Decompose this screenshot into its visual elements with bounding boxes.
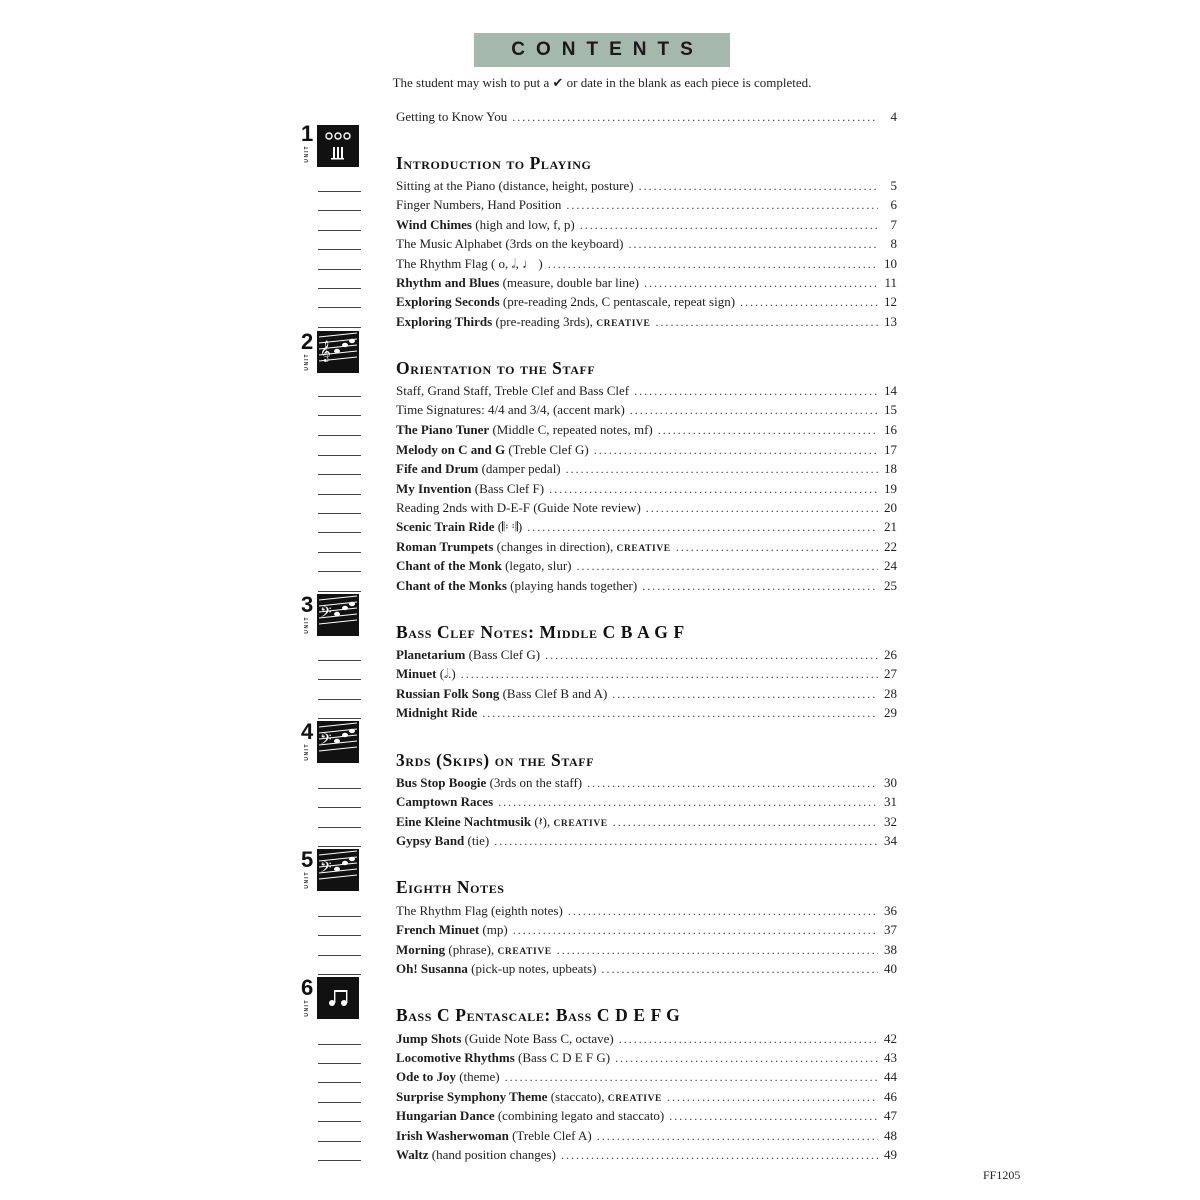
entry-title: [396, 704, 477, 722]
page-number: 32: [884, 814, 897, 829]
entry-text: (damper pedal): [478, 461, 561, 476]
toc-entry: [396, 813, 897, 831]
toc-entry: [396, 832, 897, 850]
entry-text: (phrase),: [445, 942, 498, 957]
page-number: 38: [884, 942, 897, 957]
entry-title: [396, 313, 650, 333]
entry-bold-title: Jump Shots: [396, 1031, 462, 1046]
completion-blank[interactable]: [318, 1044, 361, 1045]
page-number: 31: [884, 794, 897, 809]
footer-code: FF1205: [983, 1168, 1021, 1182]
entry-title: [396, 460, 561, 478]
page-number: 40: [884, 961, 897, 976]
entry-title: [396, 1107, 664, 1125]
completion-blank[interactable]: [318, 532, 361, 533]
toc-entry: [396, 557, 897, 575]
toc-entry: [396, 1049, 897, 1067]
instructions-text: The student may wish to put a ✔ or date in the blank as each piece is completed.: [392, 75, 812, 90]
entry-text: Staff, Grand Staff, Treble Clef and Bass Clef: [396, 383, 630, 398]
entry-bold-title: My Invention: [396, 481, 472, 496]
entry-title: [396, 685, 607, 703]
toc-entry: [396, 646, 897, 664]
leader-dots: [740, 293, 878, 311]
entry-title: [396, 382, 629, 400]
entry-title: [396, 499, 641, 517]
page-number: 4: [890, 109, 897, 124]
section-heading: Bass C Pentascale: Bass C D E F G: [396, 1005, 681, 1025]
unit-label: UNIT: [304, 616, 310, 634]
page-number: 24: [884, 558, 897, 573]
entry-bold-title: Scenic Train Ride: [396, 519, 495, 534]
completion-blank[interactable]: [318, 571, 361, 572]
entry-title: [396, 774, 582, 792]
section-heading: Introduction to Playing: [396, 153, 592, 173]
page-number: 26: [884, 647, 897, 662]
toc-entry: [396, 774, 897, 792]
unit-label: UNIT: [304, 999, 310, 1017]
completion-blank[interactable]: [318, 269, 361, 270]
entry-bold-title: Russian Folk Song: [396, 686, 500, 701]
page-number: 34: [884, 833, 897, 848]
completion-blank[interactable]: [318, 1102, 361, 1103]
entry-title: [396, 921, 508, 939]
entry-bold-title: Irish Washerwoman: [396, 1128, 509, 1143]
entry-title: [396, 255, 543, 273]
entry-bold-title: Exploring Thirds: [396, 314, 493, 329]
unit-number: 1: [301, 121, 314, 146]
completion-blank[interactable]: [318, 591, 361, 592]
leader-dots: [676, 538, 878, 556]
entry-bold-title: Waltz: [396, 1147, 429, 1162]
entry-bold-title: Wind Chimes: [396, 217, 472, 232]
page-number: 11: [884, 275, 897, 290]
leader-dots: [545, 646, 878, 664]
completion-blank[interactable]: [318, 935, 361, 936]
entry-title: [396, 813, 608, 833]
completion-blank[interactable]: [318, 955, 361, 956]
unit-1-music-icon: [317, 125, 359, 167]
leader-dots: [513, 921, 878, 939]
completion-blank[interactable]: [318, 788, 361, 789]
page-number: 5: [890, 178, 897, 193]
toc-entry: [396, 1146, 897, 1164]
entry-text: (legato, slur): [501, 558, 572, 573]
leader-dots: [667, 1088, 878, 1106]
entry-title: [396, 480, 544, 498]
entry-text: Finger Numbers, Hand Position: [396, 197, 562, 212]
entry-title: [396, 401, 625, 419]
toc-entry: [396, 1088, 897, 1106]
page-number: 17: [884, 442, 897, 457]
unit-number: 3: [301, 592, 314, 617]
entry-text: (Bass Clef B and A): [499, 686, 608, 701]
entry-title: [396, 1127, 592, 1145]
page-number: 44: [884, 1069, 897, 1084]
toc-entry: [396, 665, 897, 683]
leader-dots: [566, 196, 878, 214]
leader-dots: [568, 902, 878, 920]
page-number: 13: [884, 314, 897, 329]
page-number: 30: [884, 775, 897, 790]
entry-bold-title: Rhythm and Blues: [396, 275, 500, 290]
entry-text: (combining legato and staccato): [494, 1108, 665, 1123]
entry-title: [396, 960, 596, 978]
page-number: 20: [884, 500, 897, 515]
entry-text: (𝅗𝅥.): [436, 666, 456, 681]
entry-bold-title: Minuet: [396, 666, 437, 681]
section-heading: 3rds (Skips) on the Staff: [396, 750, 595, 770]
completion-blank[interactable]: [318, 679, 361, 680]
toc-entry: [396, 499, 897, 517]
page-number: 7: [890, 217, 897, 232]
svg-text:𝄞: 𝄞: [320, 341, 331, 362]
entry-title: [396, 902, 563, 920]
entry-bold-title: Planetarium: [396, 647, 466, 662]
page-number: 27: [884, 666, 897, 681]
unit-4-music-icon: [317, 721, 359, 763]
entry-title: [396, 941, 552, 961]
leader-dots: [612, 685, 878, 703]
toc-entry: [396, 902, 897, 920]
entry-text: (𝄽),: [531, 814, 554, 829]
entry-text: The Rhythm Flag (eighth notes): [396, 903, 563, 918]
leader-dots: [566, 460, 878, 478]
completion-blank[interactable]: [318, 513, 361, 514]
leader-dots: [597, 1127, 878, 1145]
unit-number: 2: [301, 329, 314, 354]
leader-dots: [494, 832, 878, 850]
toc-entry: [396, 313, 897, 331]
leader-dots: [580, 216, 878, 234]
entry-bold-title: Fife and Drum: [396, 461, 479, 476]
entry-title: [396, 235, 623, 253]
toc-entry: [396, 382, 897, 400]
completion-blank[interactable]: [318, 1063, 361, 1064]
entry-title: [396, 216, 575, 234]
svg-text:𝄢: 𝄢: [320, 859, 332, 880]
unit-number: 4: [301, 719, 314, 744]
leader-dots: [601, 960, 878, 978]
toc-entry: [396, 1068, 897, 1086]
completion-blank[interactable]: [318, 827, 361, 828]
page-number: 16: [884, 422, 897, 437]
creative-tag: CREATIVE: [553, 819, 608, 829]
completion-blank[interactable]: [318, 1121, 361, 1122]
completion-blank[interactable]: [318, 210, 361, 211]
entry-title: [396, 293, 735, 311]
entry-text: (theme): [455, 1069, 500, 1084]
entry-text: (Bass Clef G): [465, 647, 541, 662]
toc-entry: [396, 216, 897, 234]
completion-blank[interactable]: [318, 846, 361, 847]
completion-blank[interactable]: [318, 396, 361, 397]
unit-6-music-icon: [317, 977, 359, 1019]
unit-number: 6: [301, 975, 314, 1000]
entry-text: (Bass C D E F G): [514, 1050, 611, 1065]
toc-entry: [396, 177, 897, 195]
entry-text: (pre-reading 2nds, C pentascale, repeat sign): [499, 294, 736, 309]
toc-entry: [396, 685, 897, 703]
entry-text: (pre-reading 3rds),: [492, 314, 597, 329]
completion-blank[interactable]: [318, 288, 361, 289]
entry-text: (high and low, f, p): [471, 217, 575, 232]
entry-bold-title: Midnight Ride: [396, 705, 478, 720]
leader-dots: [619, 1030, 878, 1048]
entry-text: (measure, double bar line): [499, 275, 640, 290]
entry-bold-title: Hungarian Dance: [396, 1108, 495, 1123]
entry-title: [396, 832, 489, 850]
entry-text: (tie): [464, 833, 490, 848]
toc-entry: [396, 577, 897, 595]
contents-title-box: [474, 33, 730, 67]
leader-dots: [613, 813, 878, 831]
entry-text: (mp): [479, 922, 508, 937]
entry-title: [396, 793, 493, 811]
page-number: 15: [884, 402, 897, 417]
entry-bold-title: The Piano Tuner: [396, 422, 490, 437]
entry-text: Time Signatures: 4/4 and 3/4, (accent mark): [396, 402, 625, 417]
toc-entry-intro: [396, 108, 897, 126]
entry-text: (Treble Clef A): [508, 1128, 592, 1143]
toc-entry: [396, 441, 897, 459]
completion-blank[interactable]: [318, 552, 361, 553]
toc-entry: [396, 460, 897, 478]
page-number: 28: [884, 686, 897, 701]
page-number: 19: [884, 481, 897, 496]
completion-blank[interactable]: [318, 974, 361, 975]
leader-dots: [642, 577, 878, 595]
entry-title: [396, 518, 522, 536]
entry-title: [396, 1088, 662, 1108]
page-number: 18: [884, 461, 897, 476]
completion-blank[interactable]: [318, 1082, 361, 1083]
toc-entry: [396, 1107, 897, 1125]
toc-entry: [396, 704, 897, 722]
leader-dots: [549, 480, 878, 498]
page-number: 36: [884, 903, 897, 918]
toc-entry: [396, 941, 897, 959]
leader-dots: [634, 382, 878, 400]
unit-label: UNIT: [304, 353, 310, 371]
entry-text: (hand position changes): [428, 1147, 556, 1162]
toc-entry: [396, 235, 897, 253]
unit-3-music-icon: [317, 594, 359, 636]
creative-tag: CREATIVE: [607, 1094, 662, 1104]
creative-tag: CREATIVE: [497, 947, 552, 957]
completion-blank[interactable]: [318, 455, 361, 456]
toc-entry: [396, 421, 897, 439]
completion-blank[interactable]: [318, 230, 361, 231]
completion-blank[interactable]: [318, 307, 361, 308]
entry-title: [396, 1146, 556, 1164]
leader-dots: [482, 704, 878, 722]
toc-entry: [396, 401, 897, 419]
unit-2-music-icon: [317, 331, 359, 373]
toc-entry: [396, 293, 897, 311]
page-number: 37: [884, 922, 897, 937]
entry-bold-title: Roman Trumpets: [396, 539, 494, 554]
completion-blank[interactable]: [318, 1141, 361, 1142]
page-number: 14: [884, 383, 897, 398]
entry-text: (Bass Clef F): [471, 481, 545, 496]
unit-label: UNIT: [304, 743, 310, 761]
leader-dots: [658, 421, 878, 439]
completion-blank[interactable]: [318, 807, 361, 808]
entry-title: [396, 1030, 614, 1048]
entry-text: The Rhythm Flag ( o, 𝅗𝅥, ♩ ): [396, 256, 543, 271]
leader-dots: [577, 557, 879, 575]
contents-title: CONTENTS: [511, 39, 704, 60]
leader-dots: [594, 441, 878, 459]
page-number: 12: [884, 294, 897, 309]
entry-title: [396, 177, 634, 195]
entry-text: (staccato),: [547, 1089, 608, 1104]
entry-bold-title: Oh! Susanna: [396, 961, 468, 976]
svg-text:𝄢: 𝄢: [320, 604, 332, 625]
toc-entry: [396, 1127, 897, 1145]
entry-text: Sitting at the Piano (distance, height, posture): [396, 178, 634, 193]
leader-dots: [561, 1146, 878, 1164]
entry-bold-title: Ode to Joy: [396, 1069, 456, 1084]
unit-5-music-icon: [317, 849, 359, 891]
completion-blank[interactable]: [318, 327, 361, 328]
creative-tag: CREATIVE: [616, 544, 671, 554]
entry-bold-title: Chant of the Monks: [396, 578, 507, 593]
entry-text: (changes in direction),: [493, 539, 617, 554]
leader-dots: [628, 235, 878, 253]
entry-title: [396, 441, 589, 459]
page-number: 42: [884, 1031, 897, 1046]
completion-blank[interactable]: [318, 660, 361, 661]
entry-bold-title: Eine Kleine Nachtmusik: [396, 814, 532, 829]
page-number: 22: [884, 539, 897, 554]
leader-dots: [587, 774, 878, 792]
toc-entry: [396, 518, 897, 536]
unit-label: UNIT: [304, 871, 310, 889]
entry-bold-title: Bus Stop Boogie: [396, 775, 487, 790]
toc-entry: [396, 255, 897, 273]
toc-entry: [396, 1030, 897, 1048]
completion-blank[interactable]: [318, 494, 361, 495]
entry-text: Reading 2nds with D-E-F (Guide Note review): [396, 500, 641, 515]
leader-dots: [646, 499, 878, 517]
creative-tag: CREATIVE: [596, 319, 651, 329]
entry-title: [396, 196, 561, 214]
section-heading: Bass Clef Notes: Middle C B A G F: [396, 622, 685, 642]
entry-bold-title: Surprise Symphony Theme: [396, 1089, 548, 1104]
leader-dots: [630, 401, 878, 419]
leader-dots: [557, 941, 878, 959]
leader-dots: [548, 255, 878, 273]
completion-blank[interactable]: [318, 249, 361, 250]
toc-entry: [396, 793, 897, 811]
completion-blank[interactable]: [318, 1160, 361, 1161]
leader-dots: [644, 274, 878, 292]
leader-dots: [512, 108, 878, 126]
completion-blank[interactable]: [318, 435, 361, 436]
completion-blank[interactable]: [318, 474, 361, 475]
entry-title: [396, 538, 671, 558]
leader-dots: [669, 1107, 878, 1125]
completion-blank[interactable]: [318, 718, 361, 719]
leader-dots: [639, 177, 878, 195]
entry-bold-title: Locomotive Rhythms: [396, 1050, 515, 1065]
page-number: 25: [884, 578, 897, 593]
entry-title: [396, 577, 637, 595]
entry-text: (Treble Clef G): [505, 442, 589, 457]
entry-bold-title: French Minuet: [396, 922, 480, 937]
section-heading: Orientation to the Staff: [396, 358, 596, 378]
entry-text: (playing hands together): [506, 578, 638, 593]
completion-blank[interactable]: [318, 191, 361, 192]
entry-text: (𝄆 𝄇): [494, 519, 523, 534]
page-number: 6: [890, 197, 897, 212]
toc-entry: [396, 196, 897, 214]
page-number: 21: [884, 519, 897, 534]
toc-entry: [396, 960, 897, 978]
page-number: 47: [884, 1108, 897, 1123]
leader-dots: [461, 665, 878, 683]
completion-blank[interactable]: [318, 415, 361, 416]
leader-dots: [615, 1049, 878, 1067]
entry-title: [396, 557, 572, 575]
leader-dots: [505, 1068, 878, 1086]
completion-blank[interactable]: [318, 916, 361, 917]
entry-text: (pick-up notes, upbeats): [467, 961, 597, 976]
page-number: 48: [884, 1128, 897, 1143]
page-number: 10: [884, 256, 897, 271]
entry-bold-title: Chant of the Monk: [396, 558, 502, 573]
entry-text: The Music Alphabet (3rds on the keyboard): [396, 236, 624, 251]
page-number: 46: [884, 1089, 897, 1104]
entry-title: [396, 1049, 610, 1067]
leader-dots: [655, 313, 878, 331]
toc-entry: [396, 538, 897, 556]
toc-entry: [396, 480, 897, 498]
entry-text: (Guide Note Bass C, octave): [461, 1031, 614, 1046]
leader-dots: [498, 793, 878, 811]
unit-label: UNIT: [304, 145, 310, 163]
toc-entry: [396, 921, 897, 939]
entry-text: Getting to Know You: [396, 109, 508, 124]
entry-text: (3rds on the staff): [486, 775, 583, 790]
entry-title: [396, 1068, 500, 1086]
page-number: 8: [890, 236, 897, 251]
toc-entry: [396, 274, 897, 292]
entry-text: (Middle C, repeated notes, mf): [489, 422, 653, 437]
page-number: 29: [884, 705, 897, 720]
page-number: 43: [884, 1050, 897, 1065]
entry-title: [396, 108, 507, 126]
entry-bold-title: Gypsy Band: [396, 833, 465, 848]
unit-number: 5: [301, 847, 314, 872]
entry-bold-title: Exploring Seconds: [396, 294, 500, 309]
section-heading: Eighth Notes: [396, 877, 505, 897]
page-number: 49: [884, 1147, 897, 1162]
entry-title: [396, 274, 639, 292]
entry-bold-title: Morning: [396, 942, 446, 957]
entry-bold-title: Camptown Races: [396, 794, 494, 809]
svg-text:𝄢: 𝄢: [320, 731, 332, 752]
entry-bold-title: Melody on C and G: [396, 442, 506, 457]
entry-title: [396, 646, 540, 664]
completion-blank[interactable]: [318, 699, 361, 700]
entry-title: [396, 421, 653, 439]
leader-dots: [527, 518, 878, 536]
entry-title: [396, 665, 456, 683]
